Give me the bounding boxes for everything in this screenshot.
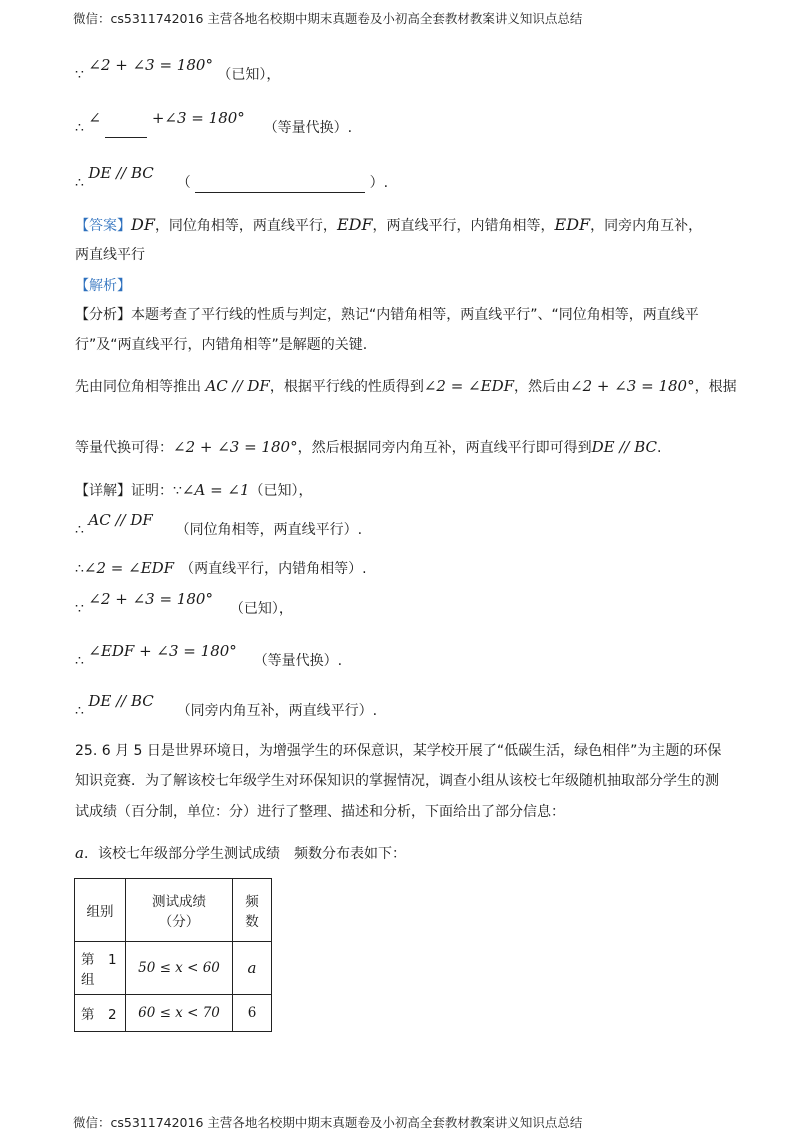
q25-line-2: 知识竞赛．为了解该校七年级学生对环保知识的掌握情况，调查小组从该校七年级随机抽取部分学生的测 [75, 773, 719, 789]
text: ，根据平行线的性质得到 [269, 379, 424, 395]
therefore-symbol: ∴ [75, 522, 84, 538]
q25-line-1: 25. 6 月 5 日是世界环境日，为增强学生的环保意识，某学校开展了“低碳生活，绿色相伴”为主题的环保 [75, 743, 722, 759]
math-expression: ∠2 + ∠3 = 180° [570, 377, 695, 395]
proof-line-2 [75, 109, 353, 138]
math-expression: ∠2 = ∠EDF [423, 377, 515, 395]
paren-open: （ [176, 175, 191, 191]
header-group: 组别 [75, 879, 126, 942]
math-expression: ∠2 + ∠3 = 180° [173, 438, 298, 456]
header-score-text: 测试成绩 （分） [152, 894, 206, 930]
math-expression: ∠2 + ∠3 = 180° [88, 56, 213, 74]
analysis-line-4 [75, 437, 661, 458]
fill-blank [105, 137, 147, 138]
reason-text: （同位角相等，两直线平行）. [175, 522, 363, 538]
reason-text: （已知）， [217, 67, 281, 83]
answer-text: ，两直线平行，内错角相等， [372, 218, 555, 234]
reason-text: （等量代换）. [253, 653, 343, 669]
reason-text: （已知）， [249, 483, 313, 499]
math-expression: DE // BC [88, 692, 154, 710]
answer-line-1 [75, 215, 702, 236]
table-header-row [75, 879, 272, 942]
q25-line-4 [75, 843, 406, 864]
math-expression: ∠2 = ∠EDF [83, 559, 175, 577]
because-symbol: ∵ [75, 601, 84, 617]
math-expression: ∠A = ∠1 [181, 481, 250, 499]
therefore-symbol: ∴ [75, 561, 84, 577]
detail-line-4 [75, 642, 343, 671]
answer-tag: 【答案】 [75, 218, 131, 234]
because-symbol: ∵ [75, 67, 84, 83]
range-cell: 50 ≤ x < 60 [126, 942, 233, 995]
text: 等量代换可得： [75, 440, 173, 456]
math-variable: a [75, 844, 84, 862]
group-text: 第 1 组 [81, 952, 117, 988]
group-cell [75, 942, 126, 995]
angle-symbol: ∠ [88, 109, 101, 127]
answer-content [131, 215, 703, 234]
answer-text: ，同位角相等，两直线平行， [154, 218, 337, 234]
jiexi-tag: 【解析】 [75, 278, 131, 294]
math-expression: ∠EDF + ∠3 = 180° [88, 642, 237, 660]
math-expression: DE // BC [591, 438, 657, 456]
detail-tag: 【详解】证明： [75, 483, 173, 499]
group-cell: 第 2 [75, 995, 126, 1032]
text: ，然后由 [514, 379, 571, 395]
detail-line-1 [75, 511, 363, 540]
detail-line-3 [75, 590, 293, 619]
analysis-line-2: 行”及“两直线平行，内错角相等”是解题的关键. [75, 337, 368, 353]
because-symbol: ∵ [173, 483, 182, 499]
therefore-symbol: ∴ [75, 120, 84, 136]
fill-blank [195, 192, 365, 193]
reason-text: （等量代换）. [263, 120, 353, 136]
answer-math: EDF [336, 215, 373, 234]
answer-math: EDF [554, 215, 591, 234]
reason-text: （两直线平行，内错角相等）. [180, 561, 367, 577]
detail-line-0 [75, 480, 313, 501]
range-cell: 60 ≤ x < 70 [126, 995, 233, 1032]
text: ，根据 [694, 379, 737, 395]
frequency-table [74, 878, 272, 1032]
freq-cell: a [233, 942, 272, 995]
paren-close: ）. [369, 175, 389, 191]
q25-line-3: 试成绩（百分制，单位：分）进行了整理、描述和分析，下面给出了部分信息： [75, 804, 565, 820]
detail-line-2 [75, 558, 367, 579]
text: ．该校七年级部分学生测试成绩 频数分布表如下： [83, 846, 406, 862]
math-expression: +∠3 = 180° [151, 109, 245, 127]
math-expression: AC // DF [88, 511, 153, 529]
table-row [75, 995, 272, 1032]
proof-line-1 [75, 56, 281, 85]
header-score [126, 879, 233, 942]
answer-line-2: 两直线平行 [75, 247, 145, 263]
therefore-symbol: ∴ [75, 703, 84, 719]
reason-text: （同旁内角互补，两直线平行）. [176, 703, 378, 719]
analysis-line-1: 【分析】本题考查了平行线的性质与判定，熟记“内错角相等，两直线平行”、“同位角相等，两直线平 [75, 307, 699, 323]
math-expression: ∠2 + ∠3 = 180° [88, 590, 213, 608]
therefore-symbol: ∴ [75, 175, 84, 191]
answer-text: ，同旁内角互补， [590, 218, 703, 234]
math-expression: AC // DF [205, 377, 270, 395]
text: 先由同位角相等推出 [75, 379, 201, 395]
answer-math: DF [131, 215, 155, 234]
analysis-line-3 [75, 376, 737, 397]
freq-cell: 6 [233, 995, 272, 1032]
text: ，然后根据同旁内角互补，两直线平行即可得到 [297, 440, 592, 456]
detail-line-5 [75, 692, 378, 721]
proof-line-3 [75, 164, 389, 193]
reason-text: （已知）， [229, 601, 293, 617]
page-header: 微信：cs5311742016 主营各地名校期中期末真题卷及小初高全套教材教案讲义知识点总结 [73, 11, 583, 26]
therefore-symbol: ∴ [75, 653, 84, 669]
math-expression: DE // BC [88, 164, 154, 182]
text: . [656, 440, 662, 456]
header-freq-text: 频 数 [245, 894, 259, 930]
table-row [75, 942, 272, 995]
header-freq [233, 879, 272, 942]
page-footer: 微信：cs5311742016 主营各地名校期中期末真题卷及小初高全套教材教案讲义知识点总结 [73, 1115, 583, 1130]
